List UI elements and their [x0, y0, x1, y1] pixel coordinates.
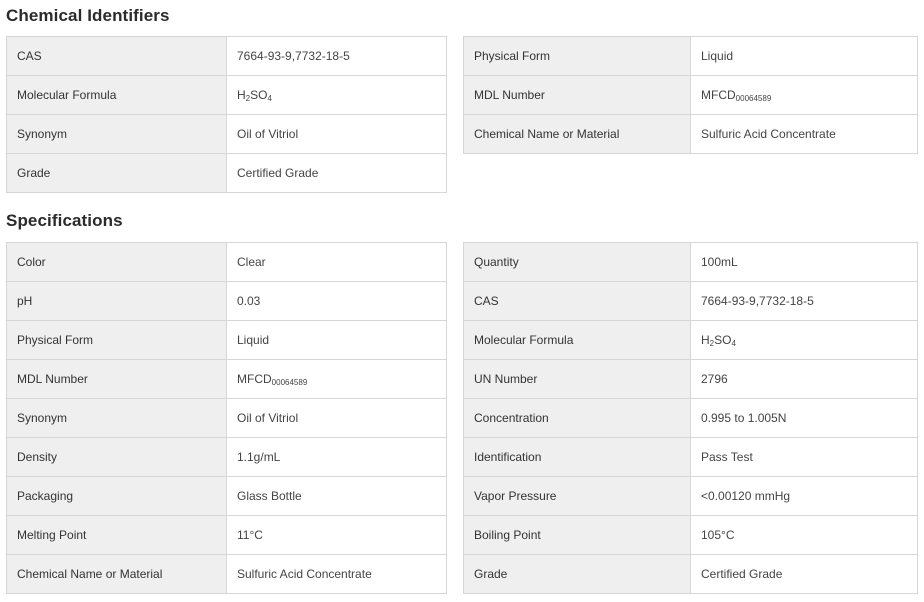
chemical-identifiers-table-right [463, 36, 918, 154]
spec-row-synonym [7, 115, 447, 154]
spec-value: Sulfuric Acid Concentrate [691, 115, 918, 154]
spec-value: Glass Bottle [227, 477, 447, 516]
spec-label: Synonym [7, 399, 227, 438]
spec-value: $MFCD_{00064589}$ [227, 360, 447, 399]
spec-value: <0.00120 mmHg [691, 477, 918, 516]
spec-value: Pass Test [691, 438, 918, 477]
spec-value: Liquid [227, 321, 447, 360]
spec-row-physical-form [464, 37, 918, 76]
spec-row-chemical-name-or-material [464, 115, 918, 154]
spec-label: Boiling Point [464, 516, 691, 555]
spec-value: 2796 [691, 360, 918, 399]
spec-value: 7664-93-9,7732-18-5 [691, 282, 918, 321]
spec-label: CAS [7, 37, 227, 76]
spec-row-quantity [464, 243, 918, 282]
spec-label: Chemical Name or Material [7, 555, 227, 594]
spec-value: 105°C [691, 516, 918, 555]
spec-label: Melting Point [7, 516, 227, 555]
spec-row-grade [7, 154, 447, 193]
spec-label: Identification [464, 438, 691, 477]
spec-row-cas [7, 37, 447, 76]
spec-label: Synonym [7, 115, 227, 154]
spec-value: Oil of Vitriol [227, 399, 447, 438]
spec-label: MDL Number [7, 360, 227, 399]
spec-label: Concentration [464, 399, 691, 438]
spec-row-melting-point [7, 516, 447, 555]
spec-row-physical-form [7, 321, 447, 360]
spec-label: Density [7, 438, 227, 477]
spec-row-chemical-name-or-material [7, 555, 447, 594]
spec-label: Chemical Name or Material [464, 115, 691, 154]
spec-label: Physical Form [464, 37, 691, 76]
spec-row-vapor-pressure [464, 477, 918, 516]
spec-row-concentration [464, 399, 918, 438]
specifications-heading: Specifications [6, 211, 123, 230]
spec-label: Color [7, 243, 227, 282]
spec-label: Physical Form [7, 321, 227, 360]
chemical-identifiers-heading: Chemical Identifiers [6, 6, 170, 25]
spec-label: Grade [464, 555, 691, 594]
spec-row-molecular-formula [7, 76, 447, 115]
spec-label: Vapor Pressure [464, 477, 691, 516]
spec-label: Molecular Formula [7, 76, 227, 115]
spec-label: Quantity [464, 243, 691, 282]
spec-row-mdl-number [7, 360, 447, 399]
spec-value: 11°C [227, 516, 447, 555]
spec-row-synonym [7, 399, 447, 438]
spec-label: Molecular Formula [464, 321, 691, 360]
spec-row-ph [7, 282, 447, 321]
spec-row-cas [464, 282, 918, 321]
spec-value: 1.1g/mL [227, 438, 447, 477]
specifications-table-right [463, 242, 918, 594]
spec-label: MDL Number [464, 76, 691, 115]
specifications-table-left [6, 242, 447, 594]
spec-value: Sulfuric Acid Concentrate [227, 555, 447, 594]
spec-row-color [7, 243, 447, 282]
spec-row-un-number [464, 360, 918, 399]
spec-row-identification [464, 438, 918, 477]
spec-row-density [7, 438, 447, 477]
spec-label: Packaging [7, 477, 227, 516]
spec-value: Certified Grade [227, 154, 447, 193]
spec-value: 0.03 [227, 282, 447, 321]
spec-value: Liquid [691, 37, 918, 76]
spec-label: UN Number [464, 360, 691, 399]
spec-value: $H_2SO_4$ [691, 321, 918, 360]
spec-value: Certified Grade [691, 555, 918, 594]
spec-value: 0.995 to 1.005N [691, 399, 918, 438]
spec-label: Grade [7, 154, 227, 193]
spec-value: Oil of Vitriol [227, 115, 447, 154]
spec-label: CAS [464, 282, 691, 321]
spec-value: $H_2SO_4$ [227, 76, 447, 115]
spec-value: Clear [227, 243, 447, 282]
spec-label: pH [7, 282, 227, 321]
spec-row-mdl-number [464, 76, 918, 115]
spec-value: $MFCD_{00064589}$ [691, 76, 918, 115]
spec-row-grade [464, 555, 918, 594]
spec-row-packaging [7, 477, 447, 516]
spec-row-molecular-formula [464, 321, 918, 360]
spec-value: 100mL [691, 243, 918, 282]
chemical-identifiers-table-left [6, 36, 447, 193]
spec-row-boiling-point [464, 516, 918, 555]
spec-value: 7664-93-9,7732-18-5 [227, 37, 447, 76]
